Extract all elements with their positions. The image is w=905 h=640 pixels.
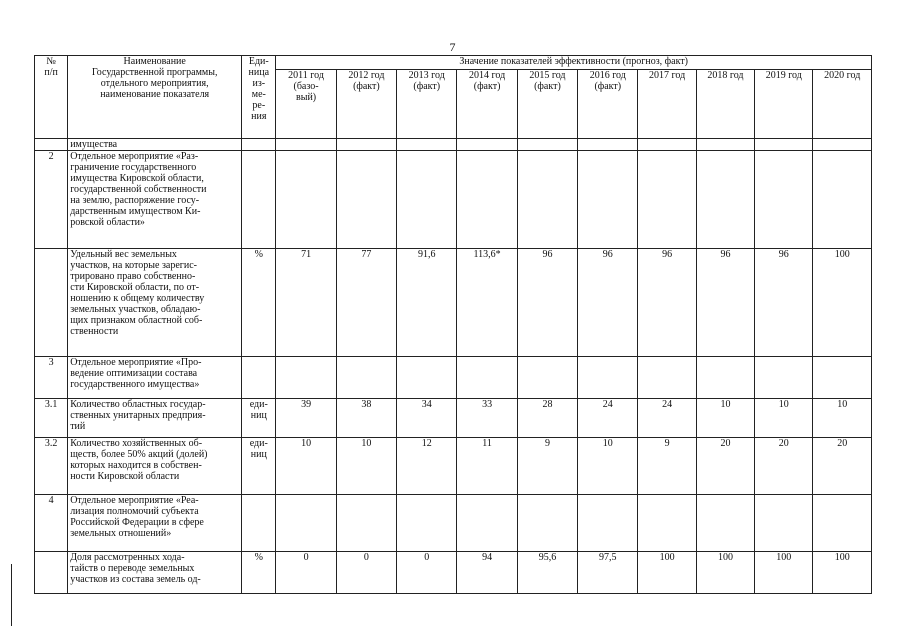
row-value [457, 151, 517, 249]
row-value: 96 [517, 249, 577, 357]
row-value: 10 [755, 399, 813, 438]
row-unit: % [242, 552, 276, 594]
row-value [397, 357, 457, 399]
header-year: 2017 год [638, 70, 696, 139]
table-header-row [35, 56, 872, 70]
row-value: 100 [696, 552, 754, 594]
row-value: 97,5 [578, 552, 638, 594]
row-value [696, 495, 754, 552]
row-value [457, 357, 517, 399]
header-year: 2018 год [696, 70, 754, 139]
row-name: имущества [68, 139, 242, 151]
row-value: 95,6 [517, 552, 577, 594]
row-value [638, 495, 696, 552]
row-value [755, 357, 813, 399]
row-value [696, 151, 754, 249]
table-row [35, 357, 872, 399]
row-num: 3 [35, 357, 68, 399]
row-num [35, 249, 68, 357]
row-value [813, 357, 872, 399]
row-num: 2 [35, 151, 68, 249]
row-value: 12 [397, 438, 457, 495]
row-value [813, 151, 872, 249]
row-value: 0 [276, 552, 336, 594]
header-num: № п/п [35, 56, 68, 139]
row-value: 28 [517, 399, 577, 438]
row-value: 96 [696, 249, 754, 357]
row-value [578, 139, 638, 151]
row-name: Отдельное мероприятие «Про- ведение оптимизации состава государственного имущества» [68, 357, 242, 399]
row-name: Отдельное мероприятие «Реа- лизация полномочий субъекта Российской Федерации в сфере земельных отношений» [68, 495, 242, 552]
header-year: 2019 год [755, 70, 813, 139]
row-name: Удельный вес земельных участков, на которые зарегис- трировано право собственно- сти Кировской области, по от- ношению к общему количеству земельных участков, обладаю- щих признаком областной соб- ственности [68, 249, 242, 357]
row-value: 100 [813, 552, 872, 594]
row-value: 10 [813, 399, 872, 438]
row-name: Количество хозяйственных об- ществ, более 50% акций (долей) которых находится в собствен- ности Кировской области [68, 438, 242, 495]
row-value [638, 151, 696, 249]
row-unit: еди- ниц [242, 438, 276, 495]
row-value: 10 [578, 438, 638, 495]
row-value: 100 [638, 552, 696, 594]
row-value [336, 151, 396, 249]
row-unit: % [242, 249, 276, 357]
row-value: 113,6* [457, 249, 517, 357]
row-value [813, 495, 872, 552]
row-value: 24 [578, 399, 638, 438]
row-value [578, 151, 638, 249]
row-value: 0 [336, 552, 396, 594]
row-num [35, 139, 68, 151]
row-value [397, 495, 457, 552]
row-value: 96 [578, 249, 638, 357]
row-name: Доля рассмотренных хода- тайств о переводе земельных участков из состава земель од- [68, 552, 242, 594]
row-value: 9 [517, 438, 577, 495]
row-value: 91,6 [397, 249, 457, 357]
row-value: 94 [457, 552, 517, 594]
table-body [35, 139, 872, 594]
row-value [755, 151, 813, 249]
header-year: 2015 год (факт) [517, 70, 577, 139]
row-value: 38 [336, 399, 396, 438]
row-name: Отдельное мероприятие «Раз- граничение государственного имущества Кировской области, государственной собственности на землю, распоряжение госу- дарственным имуществом Ки- ровской области» [68, 151, 242, 249]
margin-line [11, 564, 12, 626]
header-name: Наименование Государственной программы, отдельного мероприятия, наименование показателя [68, 56, 242, 139]
table-row [35, 151, 872, 249]
row-unit [242, 495, 276, 552]
row-value: 10 [276, 438, 336, 495]
row-value: 10 [696, 399, 754, 438]
row-value [578, 495, 638, 552]
table-row [35, 552, 872, 594]
row-value: 100 [813, 249, 872, 357]
row-value [517, 357, 577, 399]
row-name: Количество областных государ- ственных унитарных предприя- тий [68, 399, 242, 438]
row-num: 4 [35, 495, 68, 552]
row-value: 100 [755, 552, 813, 594]
row-value: 77 [336, 249, 396, 357]
table-row [35, 249, 872, 357]
page-number: 7 [449, 40, 456, 54]
row-value [517, 139, 577, 151]
row-value: 9 [638, 438, 696, 495]
row-value [397, 151, 457, 249]
row-value: 34 [397, 399, 457, 438]
row-value [457, 139, 517, 151]
row-value: 20 [813, 438, 872, 495]
indicators-table [34, 55, 872, 594]
table-row [35, 495, 872, 552]
row-value: 0 [397, 552, 457, 594]
row-unit [242, 151, 276, 249]
row-value [276, 357, 336, 399]
row-value: 11 [457, 438, 517, 495]
row-value [517, 495, 577, 552]
row-value [397, 139, 457, 151]
row-value: 71 [276, 249, 336, 357]
header-year: 2012 год (факт) [336, 70, 396, 139]
header-year: 2020 год [813, 70, 872, 139]
row-value [696, 357, 754, 399]
row-value [696, 139, 754, 151]
row-value [517, 151, 577, 249]
header-year: 2016 год (факт) [578, 70, 638, 139]
row-value: 24 [638, 399, 696, 438]
row-value: 96 [638, 249, 696, 357]
row-value: 10 [336, 438, 396, 495]
row-value: 20 [696, 438, 754, 495]
row-num: 3.2 [35, 438, 68, 495]
row-unit [242, 357, 276, 399]
row-value: 20 [755, 438, 813, 495]
header-year: 2013 год (факт) [397, 70, 457, 139]
header-values-title: Значение показателей эффективности (прогноз, факт) [276, 56, 872, 70]
row-unit: еди- ниц [242, 399, 276, 438]
row-value [457, 495, 517, 552]
row-value: 39 [276, 399, 336, 438]
row-value: 33 [457, 399, 517, 438]
table-row [35, 139, 872, 151]
row-value [813, 139, 872, 151]
row-unit [242, 139, 276, 151]
row-value [578, 357, 638, 399]
row-value: 96 [755, 249, 813, 357]
row-num: 3.1 [35, 399, 68, 438]
row-value [638, 357, 696, 399]
row-value [638, 139, 696, 151]
row-num [35, 552, 68, 594]
header-year: 2011 год (базо- вый) [276, 70, 336, 139]
table-row [35, 399, 872, 438]
row-value [276, 139, 336, 151]
table-row [35, 438, 872, 495]
header-unit: Еди- ница из- ме- ре- ния [242, 56, 276, 139]
header-year: 2014 год (факт) [457, 70, 517, 139]
row-value [755, 495, 813, 552]
row-value [755, 139, 813, 151]
row-value [336, 139, 396, 151]
row-value [276, 495, 336, 552]
row-value [336, 357, 396, 399]
row-value [336, 495, 396, 552]
row-value [276, 151, 336, 249]
